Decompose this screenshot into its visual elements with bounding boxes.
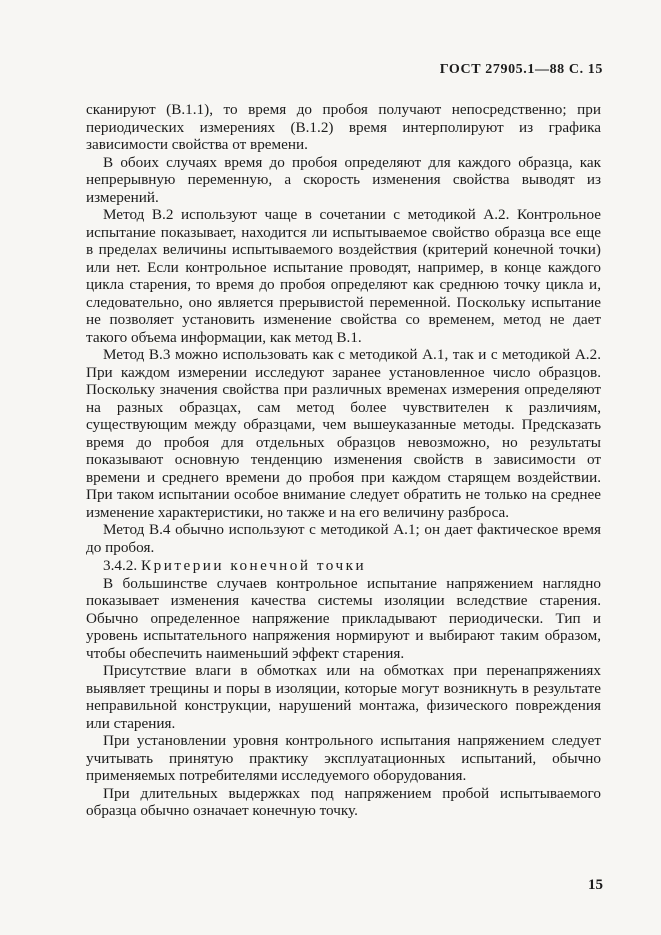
paragraph: При длительных выдержках под напряжением пробой испытываемого образца обычно означает конечную точку. <box>86 784 601 819</box>
paragraph: В обоих случаях время до пробоя определяют для каждого образца, как непрерывную переменную, а скорость изменения свойства выводят из измерений. <box>86 153 601 206</box>
paragraph: В большинстве случаев контрольное испытание напряжением наглядно показывает изменения качества системы изоляции вследствие старения. Обычно определенное напряжение прикладывают периодически. Тип и уровень испытательного напряжения нормируют и выбирают таким образом, чтобы обеспечить наименьший эффект старения. <box>86 574 601 662</box>
section-number: 3.4.2. <box>103 557 138 574</box>
paragraph-method-b3: Метод В.3 можно использовать как с методикой А.1, так и с методикой А.2. При каждом измерении исследуют заранее установленное число образцов. Поскольку значения свойства при различных временах измерения определяют на разных образцах, сам метод более чувствителен к различиям, существующим между образцами, чем вышеуказанные методы. Предсказать время до пробоя для отдельных образцов невозможно, но результаты показывают основную тенденцию изменения свойств в зависимости от времени и среднего времени до пробоя при каждом старящем воздействии. При таком испытании особое внимание следует обратить не только на среднее изменение характеристики, но также и на его величину разброса. <box>86 346 601 521</box>
section-title: Критерии конечной точки <box>140 557 367 574</box>
paragraph: При установлении уровня контрольного испытания напряжением следует учитывать принятую практику эксплуатационных испытаний, обычно применяемых потребителями исследуемого оборудования. <box>86 732 601 784</box>
page-number: 15 <box>588 877 603 893</box>
paragraph: Присутствие влаги в обмотках или на обмотках при перенапряжениях выявляет трещины и поры в изоляции, которые могут возникнуть в результате неправильной конструкции, нарушений монтажа, физического повреждения или старения. <box>86 662 601 732</box>
paragraph-method-b2: Метод В.2 используют чаще в сочетании с методикой А.2. Контрольное испытание показывает, находится ли испытываемое свойство образца все еще в пределах величины испытываемого воздействия (критерий конечной точки) или нет. Если контрольное испытание проводят, например, в конце каждого цикла старения, то время до пробоя определяют как среднюю точку цикла и, следовательно, оно является прерывистой переменной. Поскольку испытание не позволяет установить изменение свойства со временем, метод не дает такого объема информации, как метод В.1. <box>86 206 601 346</box>
page-header: ГОСТ 27905.1—88 С. 15 <box>439 62 603 77</box>
section-heading <box>86 557 601 575</box>
paragraph-method-b4: Метод В.4 обычно используют с методикой А.1; он дает фактическое время до пробоя. <box>86 521 601 556</box>
paragraph-continuation: сканируют (В.1.1), то время до пробоя получают непосредственно; при периодических измерениях (В.1.2) время интерполируют из графика зависимости свойства от времени. <box>86 101 601 153</box>
document-body <box>86 101 601 820</box>
